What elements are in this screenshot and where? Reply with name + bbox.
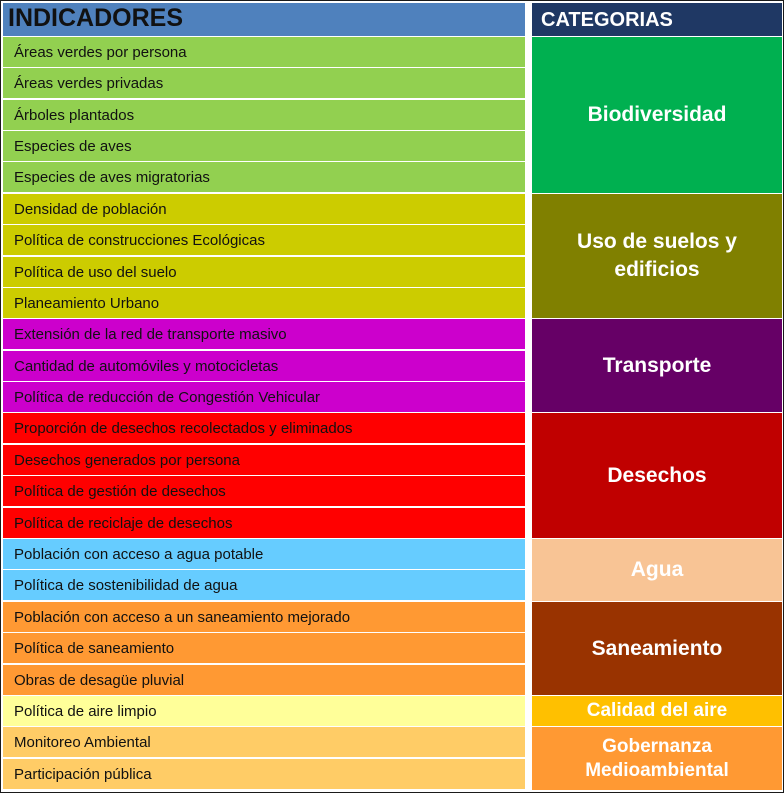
indicator-row: Política de uso del suelo [3,257,525,287]
indicator-row: Política de construcciones Ecológicas [3,225,525,255]
indicator-row: Política de saneamiento [3,633,525,663]
indicator-row: Planeamiento Urbano [3,288,525,318]
category-calidad-del-aire: Calidad del aire [532,696,782,726]
category-biodiversidad: Biodiversidad [532,37,782,193]
indicator-row: Densidad de población [3,194,525,224]
indicator-row: Política de gestión de desechos [3,476,525,506]
indicator-row: Extensión de la red de transporte masivo [3,319,525,349]
indicator-row: Monitoreo Ambiental [3,727,525,757]
indicator-row: Cantidad de automóviles y motocicletas [3,351,525,381]
indicator-row: Política de reducción de Congestión Vehicular [3,382,525,412]
category-agua: Agua [532,539,782,601]
indicators-header: INDICADORES [3,3,525,36]
category-desechos: Desechos [532,413,782,538]
category-gobernanza: Gobernanza Medioambiental [532,727,782,790]
indicator-row: Áreas verdes privadas [3,68,525,98]
categories-header: CATEGORIAS [532,3,782,36]
indicator-row: Obras de desagüe pluvial [3,665,525,695]
indicator-row: Especies de aves [3,131,525,161]
indicator-row: Población con acceso a un saneamiento mejorado [3,602,525,632]
indicator-row: Áreas verdes por persona [3,37,525,67]
indicator-row: Especies de aves migratorias [3,162,525,192]
indicator-row: Población con acceso a agua potable [3,539,525,569]
indicator-row: Participación pública [3,759,525,789]
category-transporte: Transporte [532,319,782,412]
indicator-row: Proporción de desechos recolectados y eliminados [3,413,525,443]
indicator-row: Política de aire limpio [3,696,525,726]
indicator-row: Desechos generados por persona [3,445,525,475]
category-uso-de-suelos: Uso de suelos y edificios [532,194,782,318]
indicator-row: Política de reciclaje de desechos [3,508,525,538]
indicator-row: Árboles plantados [3,100,525,130]
category-saneamiento: Saneamiento [532,602,782,695]
indicator-row: Política de sostenibilidad de agua [3,570,525,600]
